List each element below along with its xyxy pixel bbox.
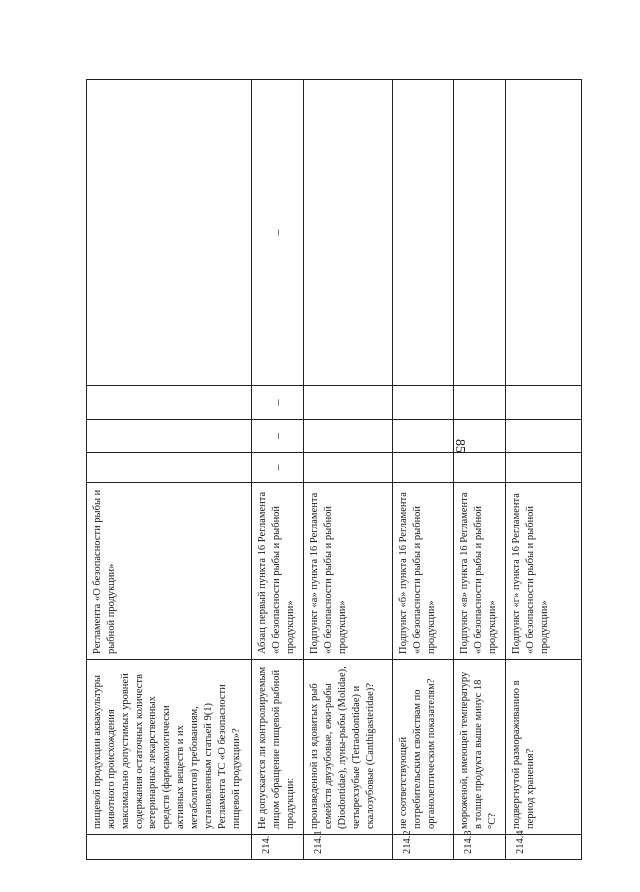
reference-cell: Подпункт «а» пункта 16 Регламента «О безопасности рыбы и рыбной продукции» (304, 483, 393, 660)
row-number: 214.1 (304, 835, 393, 860)
answer-na-cell (393, 386, 453, 420)
answer-na-cell (506, 386, 582, 420)
answer-yes-cell (87, 453, 252, 483)
checklist-table (86, 79, 582, 860)
page-number: 85 (452, 439, 467, 453)
note-cell (87, 80, 252, 386)
note-cell (304, 80, 393, 386)
answer-yes-cell (506, 453, 582, 483)
answer-na-cell (87, 386, 252, 420)
table-row (252, 80, 304, 860)
answer-no-cell (87, 420, 252, 453)
answer-na-cell (304, 386, 393, 420)
table-row (87, 80, 252, 860)
note-cell (393, 80, 453, 386)
question-cell: произведенной из ядовитых рыб семейств двузубовые, ежи-рыбы (Diodontidae), луны-рыбы (Molidae), четырехзубые (Tetraodontidae) и скалозубовые (Canthigasteridae)? (304, 660, 393, 835)
row-number: 214.4 (506, 835, 582, 860)
note-cell (453, 80, 505, 386)
table-row (453, 80, 505, 860)
answer-yes-cell (393, 453, 453, 483)
row-number: 214.3 (453, 835, 505, 860)
reference-cell: Регламента «О безопасности рыбы и рыбной продукции» (87, 483, 252, 660)
answer-no-cell (393, 420, 453, 453)
row-number: 214. (252, 835, 304, 860)
answer-no-cell (506, 420, 582, 453)
table-row (506, 80, 582, 860)
reference-cell: Подпункт «в» пункта 16 Регламента «О безопасности рыбы и рыбной продукции» (453, 483, 505, 660)
checklist-table-area (86, 80, 582, 860)
question-cell: не соответствующей потребительским свойствам по органолептическим показателям? (393, 660, 453, 835)
note-cell (506, 80, 582, 386)
answer-no-cell: – (252, 420, 304, 453)
question-cell: подвергнутой размораживанию в период хранения? (506, 660, 582, 835)
reference-cell: Подпункт «г» пункта 16 Регламента «О безопасности рыбы и рыбной продукции» (506, 483, 582, 660)
row-number: 214.2 (393, 835, 453, 860)
answer-no-cell (453, 420, 505, 453)
table-row (304, 80, 393, 860)
question-cell: Не допускается ли контролируемым лицом обращение пищевой рыбной продукции: (252, 660, 304, 835)
answer-no-cell (304, 420, 393, 453)
question-cell: мороженой, имеющей температуру в толще продукта выше минус 18 °С? (453, 660, 505, 835)
answer-yes-cell (453, 453, 505, 483)
answer-yes-cell (304, 453, 393, 483)
row-number (87, 835, 252, 860)
answer-na-cell: – (252, 386, 304, 420)
table-row (393, 80, 453, 860)
answer-na-cell (453, 386, 505, 420)
question-cell: пищевой продукции аквакультуры животного происхождения максимально допустимых уровней содержания остаточных количеств ветеринарных лекарственных средств (фармакологически активных веществ и их метаболитов) требованиям, установленным статьей 9(1) Регламента ТС «О безопасности пищевой продукции»? (87, 660, 252, 835)
note-cell: – (252, 80, 304, 386)
reference-cell: Подпункт «б» пункта 16 Регламента «О безопасности рыбы и рыбной продукции» (393, 483, 453, 660)
reference-cell: Абзац первый пункта 16 Регламента «О безопасности рыбы и рыбной продукции» (252, 483, 304, 660)
answer-yes-cell: – (252, 453, 304, 483)
rotated-table-container (86, 80, 582, 860)
